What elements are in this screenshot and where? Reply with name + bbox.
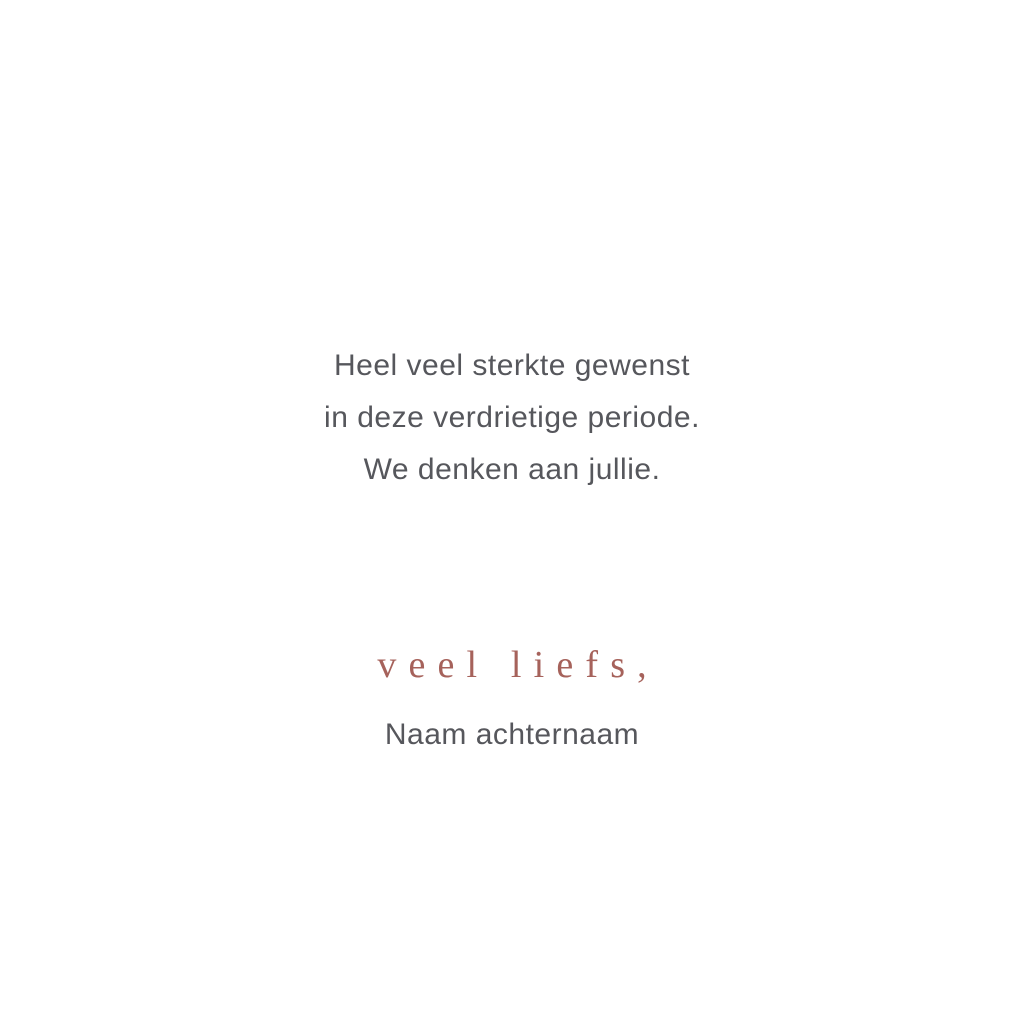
- signature-name: Naam achternaam: [384, 718, 640, 751]
- message-line-2: in deze verdrietige periode.: [324, 401, 700, 434]
- message-block: [0, 340, 1024, 496]
- signoff-text: veel liefs,: [377, 644, 659, 686]
- message-line-1: Heel veel sterkte gewenst: [333, 349, 690, 382]
- message-line-3: We denken aan jullie.: [363, 453, 661, 486]
